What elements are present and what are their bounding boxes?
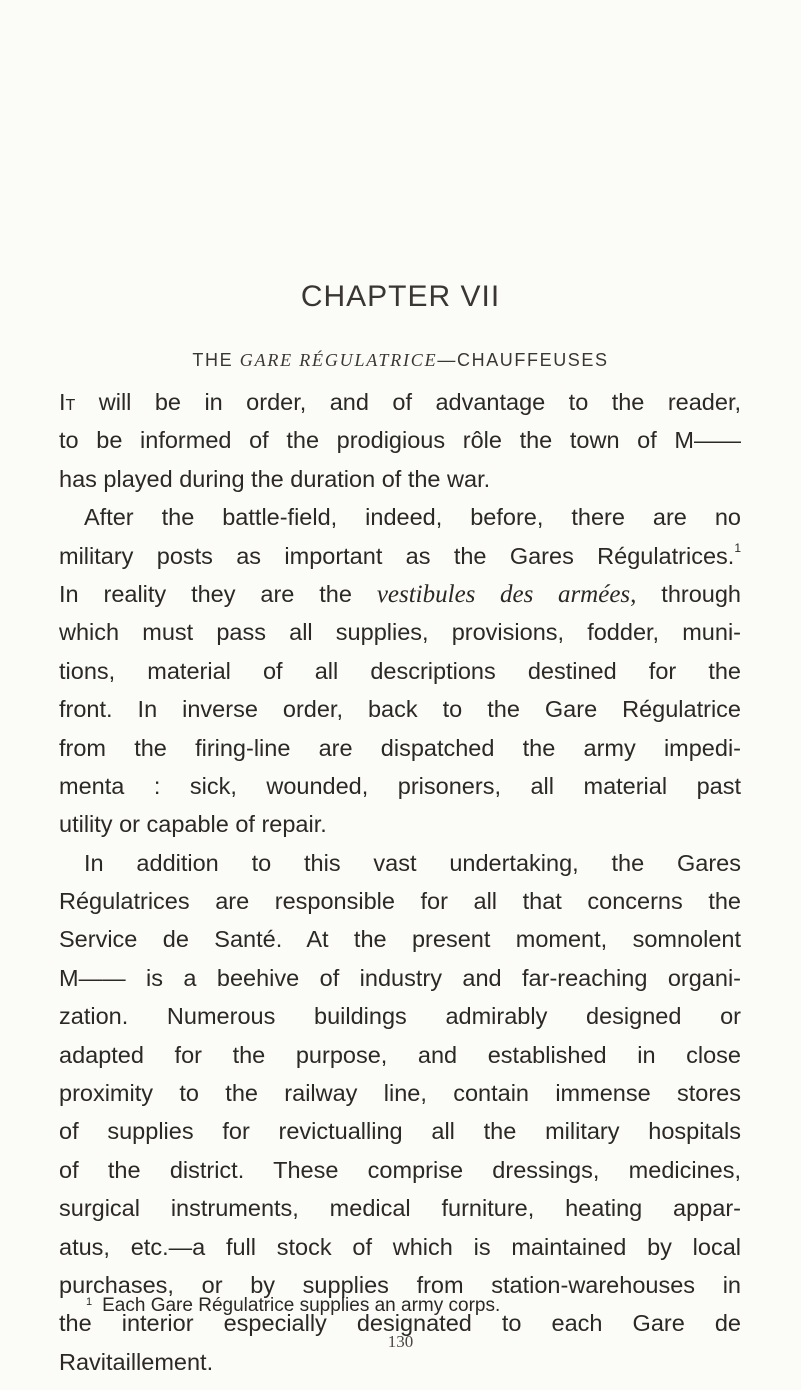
text-line: from the firing-line are dispatched the army impedi- <box>59 734 741 761</box>
text-line: surgical instruments, medical furniture, heating appar- <box>59 1195 741 1222</box>
text-line: After the battle-field, indeed, before, there are no <box>84 504 741 531</box>
text-line: which must pass all supplies, provisions, fodder, muni- <box>59 619 741 646</box>
text-line: front. In inverse order, back to the Gare Régulatrice <box>59 696 741 723</box>
text-line: to be informed of the prodigious rôle the town of M—— <box>59 427 741 454</box>
text-line: purchases, or by supplies from station-warehouses in <box>59 1271 741 1298</box>
footnote-mark: 1 <box>86 1296 93 1308</box>
text-line: proximity to the railway line, contain immense stores <box>59 1080 741 1107</box>
footnote <box>86 1295 500 1317</box>
text-line <box>59 575 741 613</box>
italic-phrase: vestibules des armées, <box>376 580 637 608</box>
text-line <box>59 383 741 421</box>
text-line: zation. Numerous buildings admirably designed or <box>59 1003 741 1030</box>
text-line: tions, material of all descriptions destined for the <box>59 657 741 684</box>
text-line: utility or capable of repair. <box>59 811 327 838</box>
chapter-heading: CHAPTER VII <box>300 280 501 313</box>
footnote-text: Each Gare Régulatrice supplies an army corps. <box>102 1295 501 1316</box>
chapter-subtitle <box>0 350 801 371</box>
text-line: has played during the duration of the war. <box>59 465 491 492</box>
subtitle-prefix: THE <box>192 350 240 370</box>
text-line: M—— is a beehive of industry and far-reaching organi- <box>59 964 741 991</box>
text-line: of the district. These comprise dressings, medicines, <box>59 1156 741 1183</box>
text-line: In addition to this vast undertaking, the Gares <box>84 849 741 876</box>
text-line: adapted for the purpose, and established in close <box>59 1041 741 1068</box>
footnote-reference: 1 <box>734 540 741 555</box>
text-line: of supplies for revictualling all the military hospitals <box>59 1118 741 1145</box>
text-line: menta : sick, wounded, prisoners, all material past <box>59 772 741 799</box>
opening-word: It <box>59 389 76 415</box>
body-text <box>59 383 741 1381</box>
text-span: military posts as important as the Gares Régulatrices. <box>59 542 735 569</box>
text-line: Ravitaillement. <box>59 1348 214 1375</box>
text-line <box>59 537 741 575</box>
text-line: Régulatrices are responsible for all that concerns the <box>59 888 741 915</box>
text-line: the interior especially designated to each Gare de <box>59 1310 741 1337</box>
subtitle-suffix: —CHAUFFEUSES <box>437 350 609 370</box>
text-span: through <box>636 580 742 607</box>
text-line: Service de Santé. At the present moment, somnolent <box>59 926 741 953</box>
text-span: will be in order, and of advantage to the reader, <box>75 389 741 415</box>
subtitle-italic: GARE RÉGULATRICE <box>239 350 438 370</box>
text-line: atus, etc.—a full stock of which is maintained by local <box>59 1233 741 1260</box>
text-span: In reality they are the <box>59 580 377 607</box>
page-number: 130 <box>387 1332 414 1351</box>
